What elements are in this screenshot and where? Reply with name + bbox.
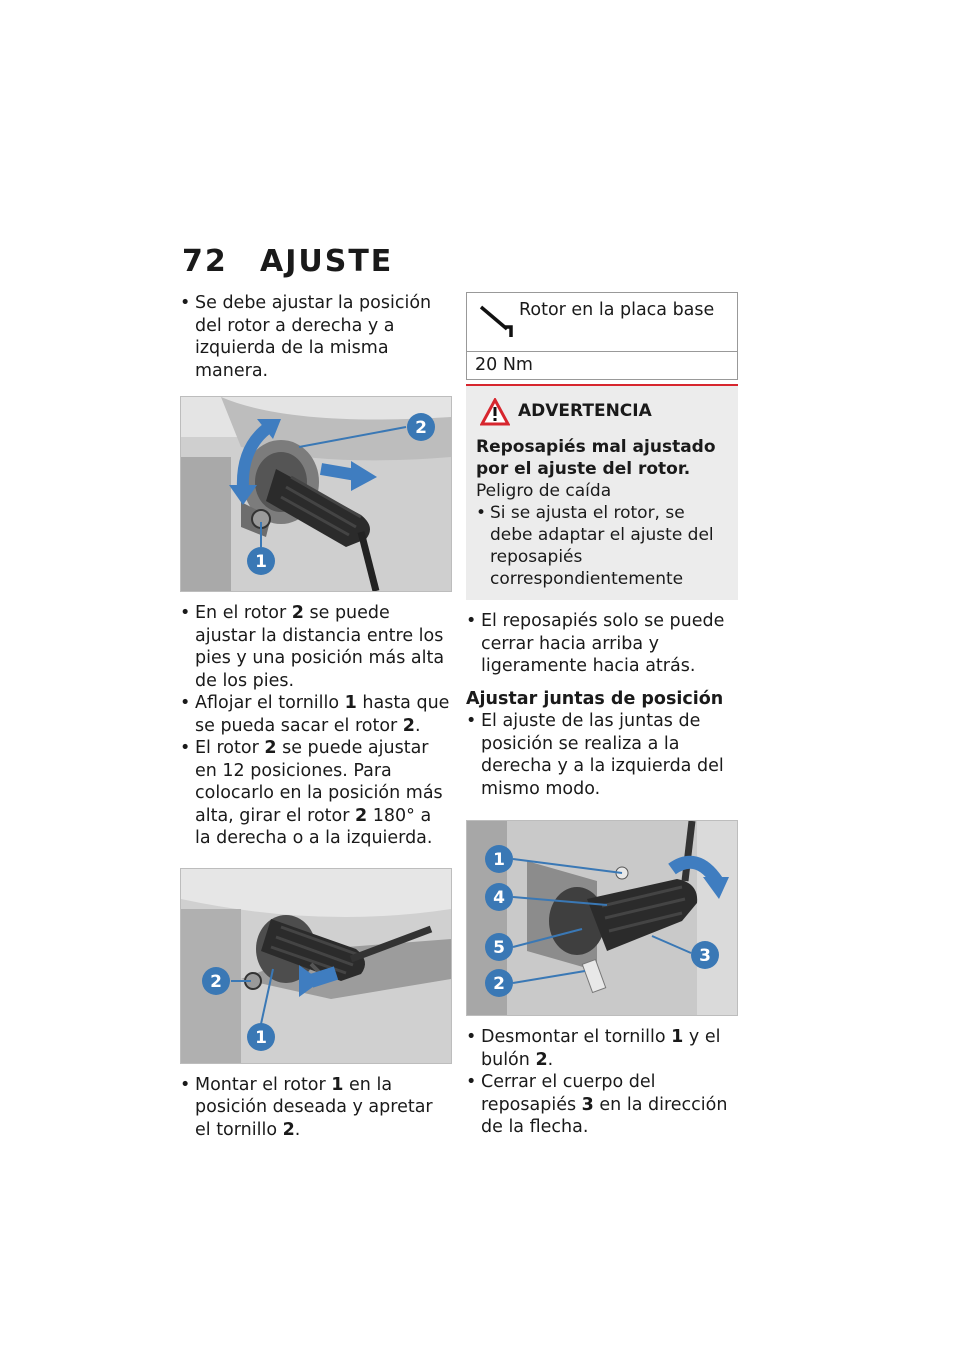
wrench-icon	[479, 301, 515, 339]
figure-rotor-mount	[180, 868, 452, 1064]
page-title: AJUSTE	[260, 244, 394, 279]
fig3-badge-1: 1	[493, 850, 505, 870]
bullet-mount-rotor: • Montar el rotor 1 en la posición deseada y apretar el tornillo 2.	[180, 1074, 452, 1142]
torque-spec-box	[466, 292, 738, 380]
bullet-loosen-screw: • Aflojar el tornillo 1 hasta que se pueda sacar el rotor 2.	[180, 692, 452, 737]
bullet-rotor-both-sides: • Se debe ajustar la posición del rotor a derecha y a izquierda de la misma manera.	[180, 292, 452, 382]
rotor-illustration	[181, 397, 451, 591]
fig3-badge-5: 5	[493, 938, 505, 958]
page-header	[182, 244, 393, 279]
bullet-close-footrest: • Cerrar el cuerpo del reposapiés 3 en la dirección de la flecha.	[466, 1071, 738, 1139]
warning-headline: Reposapiés mal ajustado por el ajuste del rotor.	[476, 436, 716, 479]
warning-title: ADVERTENCIA	[518, 401, 652, 422]
rotor-mount-illustration	[181, 869, 451, 1063]
fig3-badge-2: 2	[493, 974, 505, 994]
warning-action: • Si se ajusta el rotor, se debe adaptar el ajuste del reposapiés correspondientemente	[476, 502, 730, 590]
figure-rotor-adjust	[180, 396, 452, 592]
bullet-remove-screw: • Desmontar el tornillo 1 y el bulón 2.	[466, 1026, 738, 1071]
torque-label: Rotor en la placa base	[519, 300, 715, 320]
fig3-badge-3: 3	[699, 946, 711, 966]
fig2-badge-2: 2	[210, 971, 222, 992]
warning-box	[466, 386, 738, 601]
warning-triangle-icon	[480, 398, 510, 426]
joint-illustration	[467, 821, 737, 1015]
fig1-badge-2: 2	[415, 418, 427, 438]
page-number: 72	[182, 244, 228, 279]
fig2-badge-1: 1	[255, 1027, 267, 1048]
fig3-badge-4: 4	[493, 888, 505, 908]
fig1-badge-1: 1	[255, 552, 267, 572]
torque-value: 20 Nm	[475, 355, 533, 375]
warning-hazard: Peligro de caída	[476, 480, 612, 501]
right-column	[466, 292, 738, 1139]
left-column	[180, 292, 452, 1141]
bullet-footrest-close: • El reposapiés solo se puede cerrar hacia arriba y ligeramente hacia atrás.	[466, 610, 738, 678]
bullet-rotor-distance: • En el rotor 2 se puede ajustar la distancia entre los pies y una posición más alta de los pies.	[180, 602, 452, 692]
subheading-joints: Ajustar juntas de posición	[466, 688, 724, 709]
bullet-joints-adjust: • El ajuste de las juntas de posición se realiza a la derecha y a la izquierda del mismo modo.	[466, 710, 738, 800]
figure-joint-adjust	[466, 820, 738, 1016]
bullet-rotor-positions: • El rotor 2 se puede ajustar en 12 posiciones. Para colocarlo en la posición más alta, girar el rotor 2 180° a la derecha o a la izquierda.	[180, 737, 452, 850]
